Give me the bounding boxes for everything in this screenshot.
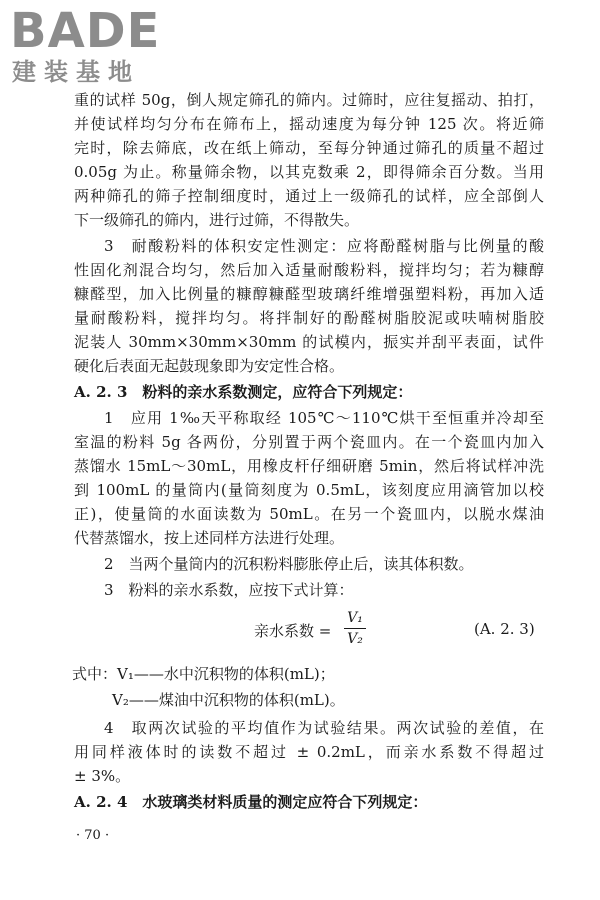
formula bbox=[74, 608, 544, 654]
formula-numerator: V₁ bbox=[344, 608, 366, 629]
text-line: 0.05g 为止。称量筛余物，以其克数乘 2，即得筛余百分数。当用 bbox=[74, 163, 544, 181]
section-heading: A. 2. 3 粉料的亲水系数测定，应符合下列规定： bbox=[74, 383, 413, 401]
text-line: 蒸馏水 15mL～30mL，用橡皮杆仔细研磨 5min，然后将试样冲洗 bbox=[74, 457, 544, 475]
formula-lhs: 亲水系数 = bbox=[254, 622, 332, 640]
text-line: 代替蒸馏水，按上述同样方法进行处理。 bbox=[74, 529, 345, 547]
formula-fraction bbox=[344, 608, 366, 649]
text-line: 4 取两次试验的平均值作为试验结果。两次试验的差值，在 bbox=[104, 719, 544, 737]
text-line: 量耐酸粉料，搅拌均匀。将拌制好的酚醛树脂胶泥或呋喃树脂胶 bbox=[74, 309, 544, 327]
logo-subtitle: 建装基地 bbox=[12, 58, 140, 86]
text-line: 3 粉料的亲水系数，应按下式计算： bbox=[104, 581, 354, 599]
text-line: 两种筛孔的筛子控制细度时，通过上一级筛孔的试样，应全部倒人 bbox=[74, 187, 544, 205]
text-line: 硬化后表面无起鼓现象即为安定性合格。 bbox=[74, 357, 345, 375]
text-line: 正)，使量筒的水面读数为 50mL。在另一个瓷皿内，以脱水煤油 bbox=[74, 505, 544, 523]
text-line: 完时，除去筛底，改在纸上筛动，至每分钟通过筛孔的质量不超过 bbox=[74, 139, 544, 157]
text-line: 1 应用 1‰天平称取经 105℃～110℃烘干至恒重并冷却至 bbox=[104, 409, 544, 427]
text-line: 并使试样均匀分布在筛布上，摇动速度为每分钟 125 次。将近筛 bbox=[74, 115, 544, 133]
text-line: 式中：V₁——水中沉积物的体积(mL)； bbox=[72, 665, 335, 683]
text-line: 2 当两个量筒内的沉积粉料膨胀停止后，读其体积数。 bbox=[104, 555, 474, 573]
formula-number: (A. 2. 3) bbox=[474, 620, 535, 638]
text-line: ± 3%。 bbox=[74, 767, 131, 785]
text-line: 3 耐酸粉料的体积安定性测定：应将酚醛树脂与比例量的酸 bbox=[104, 237, 544, 255]
section-heading: A. 2. 4 水玻璃类材料质量的测定应符合下列规定： bbox=[74, 793, 428, 811]
logo-brand: BADE bbox=[10, 3, 161, 59]
text-line: 性固化剂混合均匀，然后加入适量耐酸粉料，搅拌均匀；若为糠醇 bbox=[74, 261, 544, 279]
text-line: 用同样液体时的读数不超过 ± 0.2mL，而亲水系数不得超过 bbox=[74, 743, 544, 761]
text-line: 糠醛型，加入比例量的糠醇糠醛型玻璃纤维增强塑料粉，再加入适 bbox=[74, 285, 544, 303]
text-line: V₂——煤油中沉积物的体积(mL)。 bbox=[112, 691, 345, 709]
page-number: · 70 · bbox=[76, 828, 110, 843]
text-line: 到 100mL 的量筒内(量筒刻度为 0.5mL，该刻度应用滴管加以校 bbox=[74, 481, 544, 499]
formula-denominator: V₂ bbox=[347, 631, 363, 647]
text-line: 下一级筛孔的筛内，进行过筛，不得散失。 bbox=[74, 211, 360, 229]
text-line: 重的试样 50g，倒人规定筛孔的筛内。过筛时，应往复摇动、拍打， bbox=[74, 91, 544, 109]
logo bbox=[10, 3, 180, 86]
text-line: 泥装人 30mm×30mm×30mm 的试模内，振实并刮平表面，试件 bbox=[74, 333, 544, 351]
text-line: 室温的粉料 5g 各两份，分别置于两个瓷皿内。在一个瓷皿内加入 bbox=[74, 433, 544, 451]
